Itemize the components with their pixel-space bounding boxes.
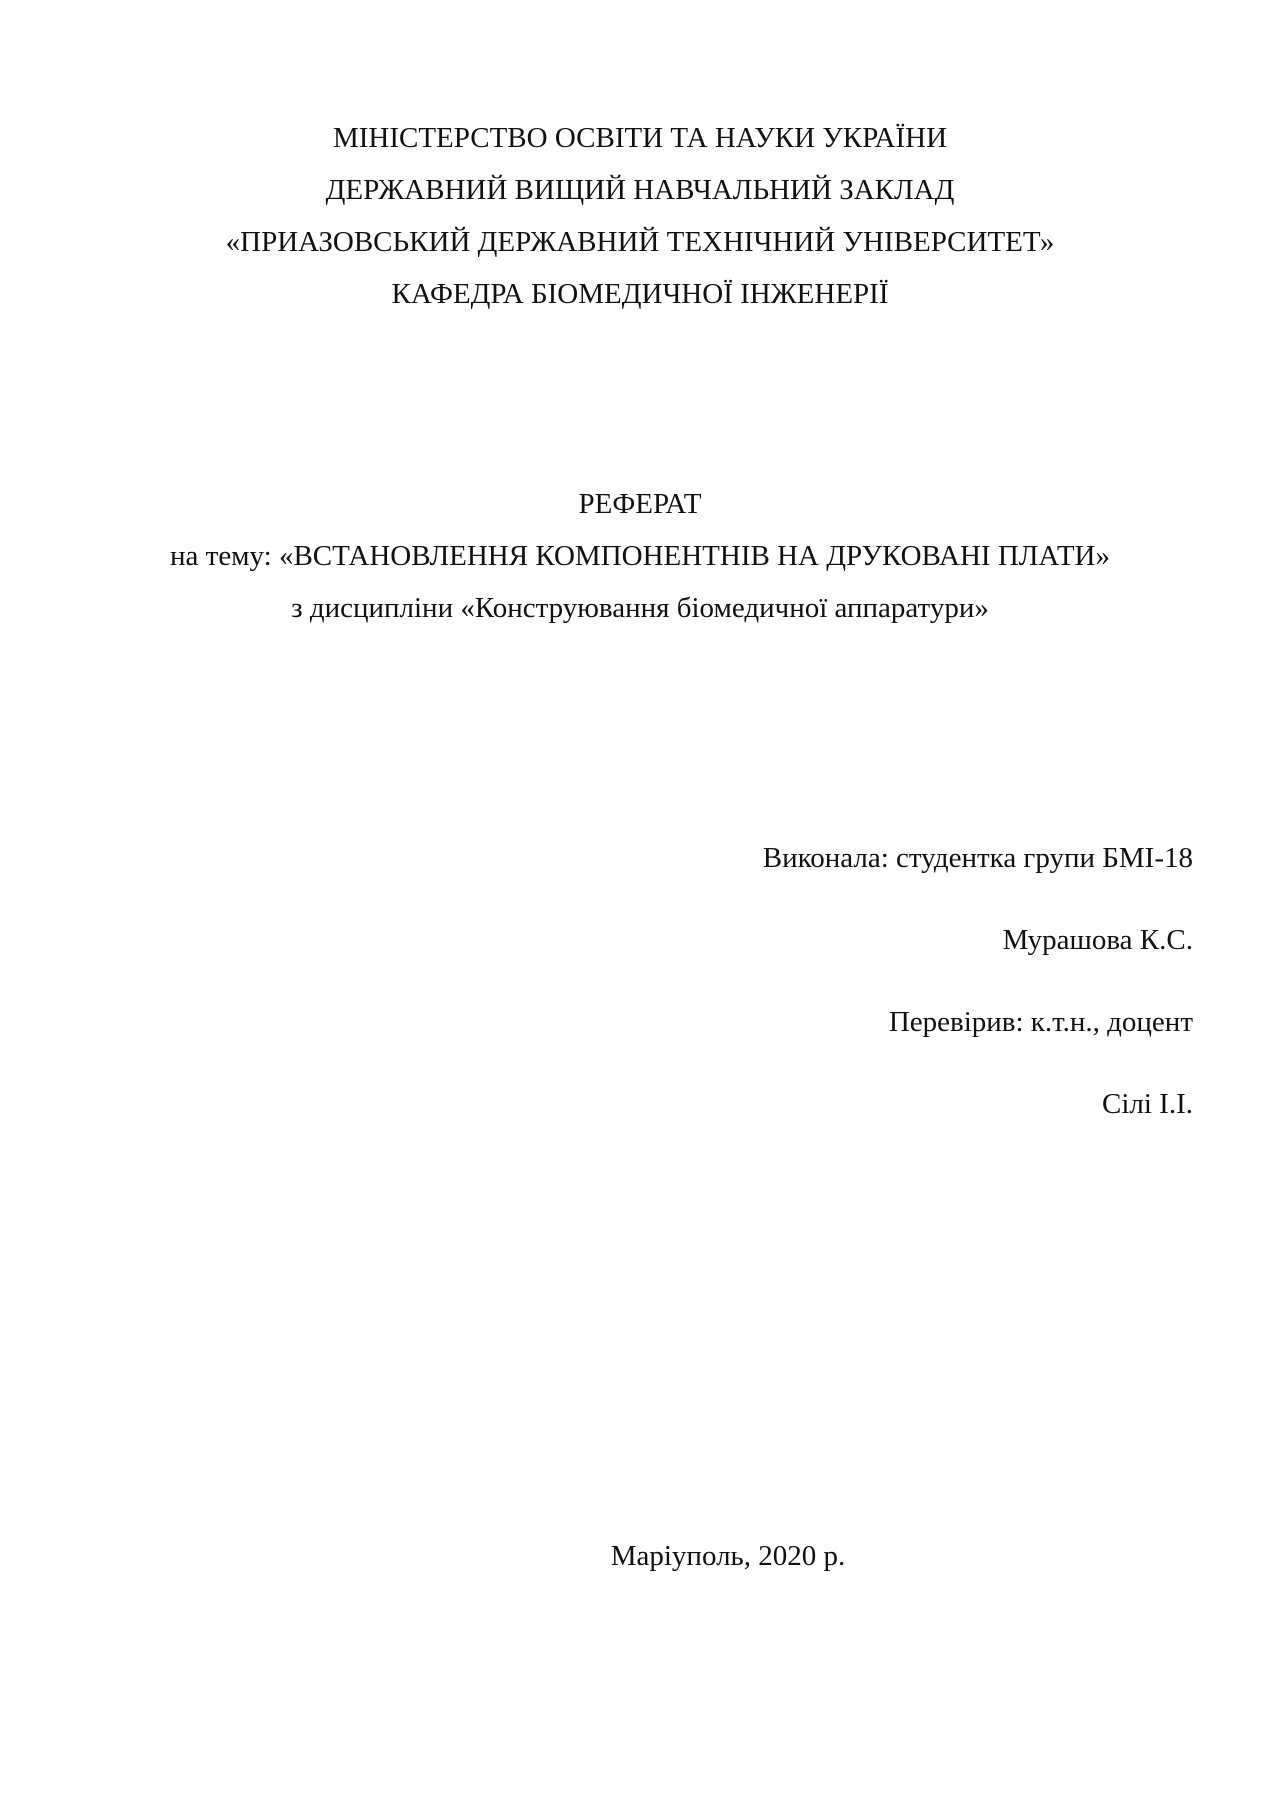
topic-line: на тему: «ВСТАНОВЛЕННЯ КОМПОНЕНТНІВ НА ДРУКОВАНІ ПЛАТИ» bbox=[170, 540, 1110, 572]
doc-type-heading: РЕФЕРАТ bbox=[578, 488, 702, 520]
university-line: «ПРИАЗОВСЬКИЙ ДЕРЖАВНИЙ ТЕХНІЧНИЙ УНІВЕРСИТЕТ» bbox=[225, 226, 1055, 258]
ministry-line: МІНІСТЕРСТВО ОСВІТИ ТА НАУКИ УКРАЇНИ bbox=[332, 122, 948, 154]
city-year-line: Маріуполь, 2020 р. bbox=[610, 1540, 846, 1572]
student-name-line: Мурашова К.С. bbox=[1002, 924, 1193, 956]
institution-type-line: ДЕРЖАВНИЙ ВИЩИЙ НАВЧАЛЬНИЙ ЗАКЛАД bbox=[325, 174, 955, 206]
teacher-name-line: Сілі І.І. bbox=[1102, 1088, 1193, 1120]
discipline-line: з дисципліни «Конструювання біомедичної аппаратури» bbox=[291, 592, 989, 624]
checked-by-line: Перевірив: к.т.н., доцент bbox=[888, 1006, 1193, 1038]
department-line: КАФЕДРА БІОМЕДИЧНОЇ ІНЖЕНЕРІЇ bbox=[391, 278, 889, 310]
performed-by-line: Виконала: студентка групи БМІ-18 bbox=[762, 842, 1193, 874]
